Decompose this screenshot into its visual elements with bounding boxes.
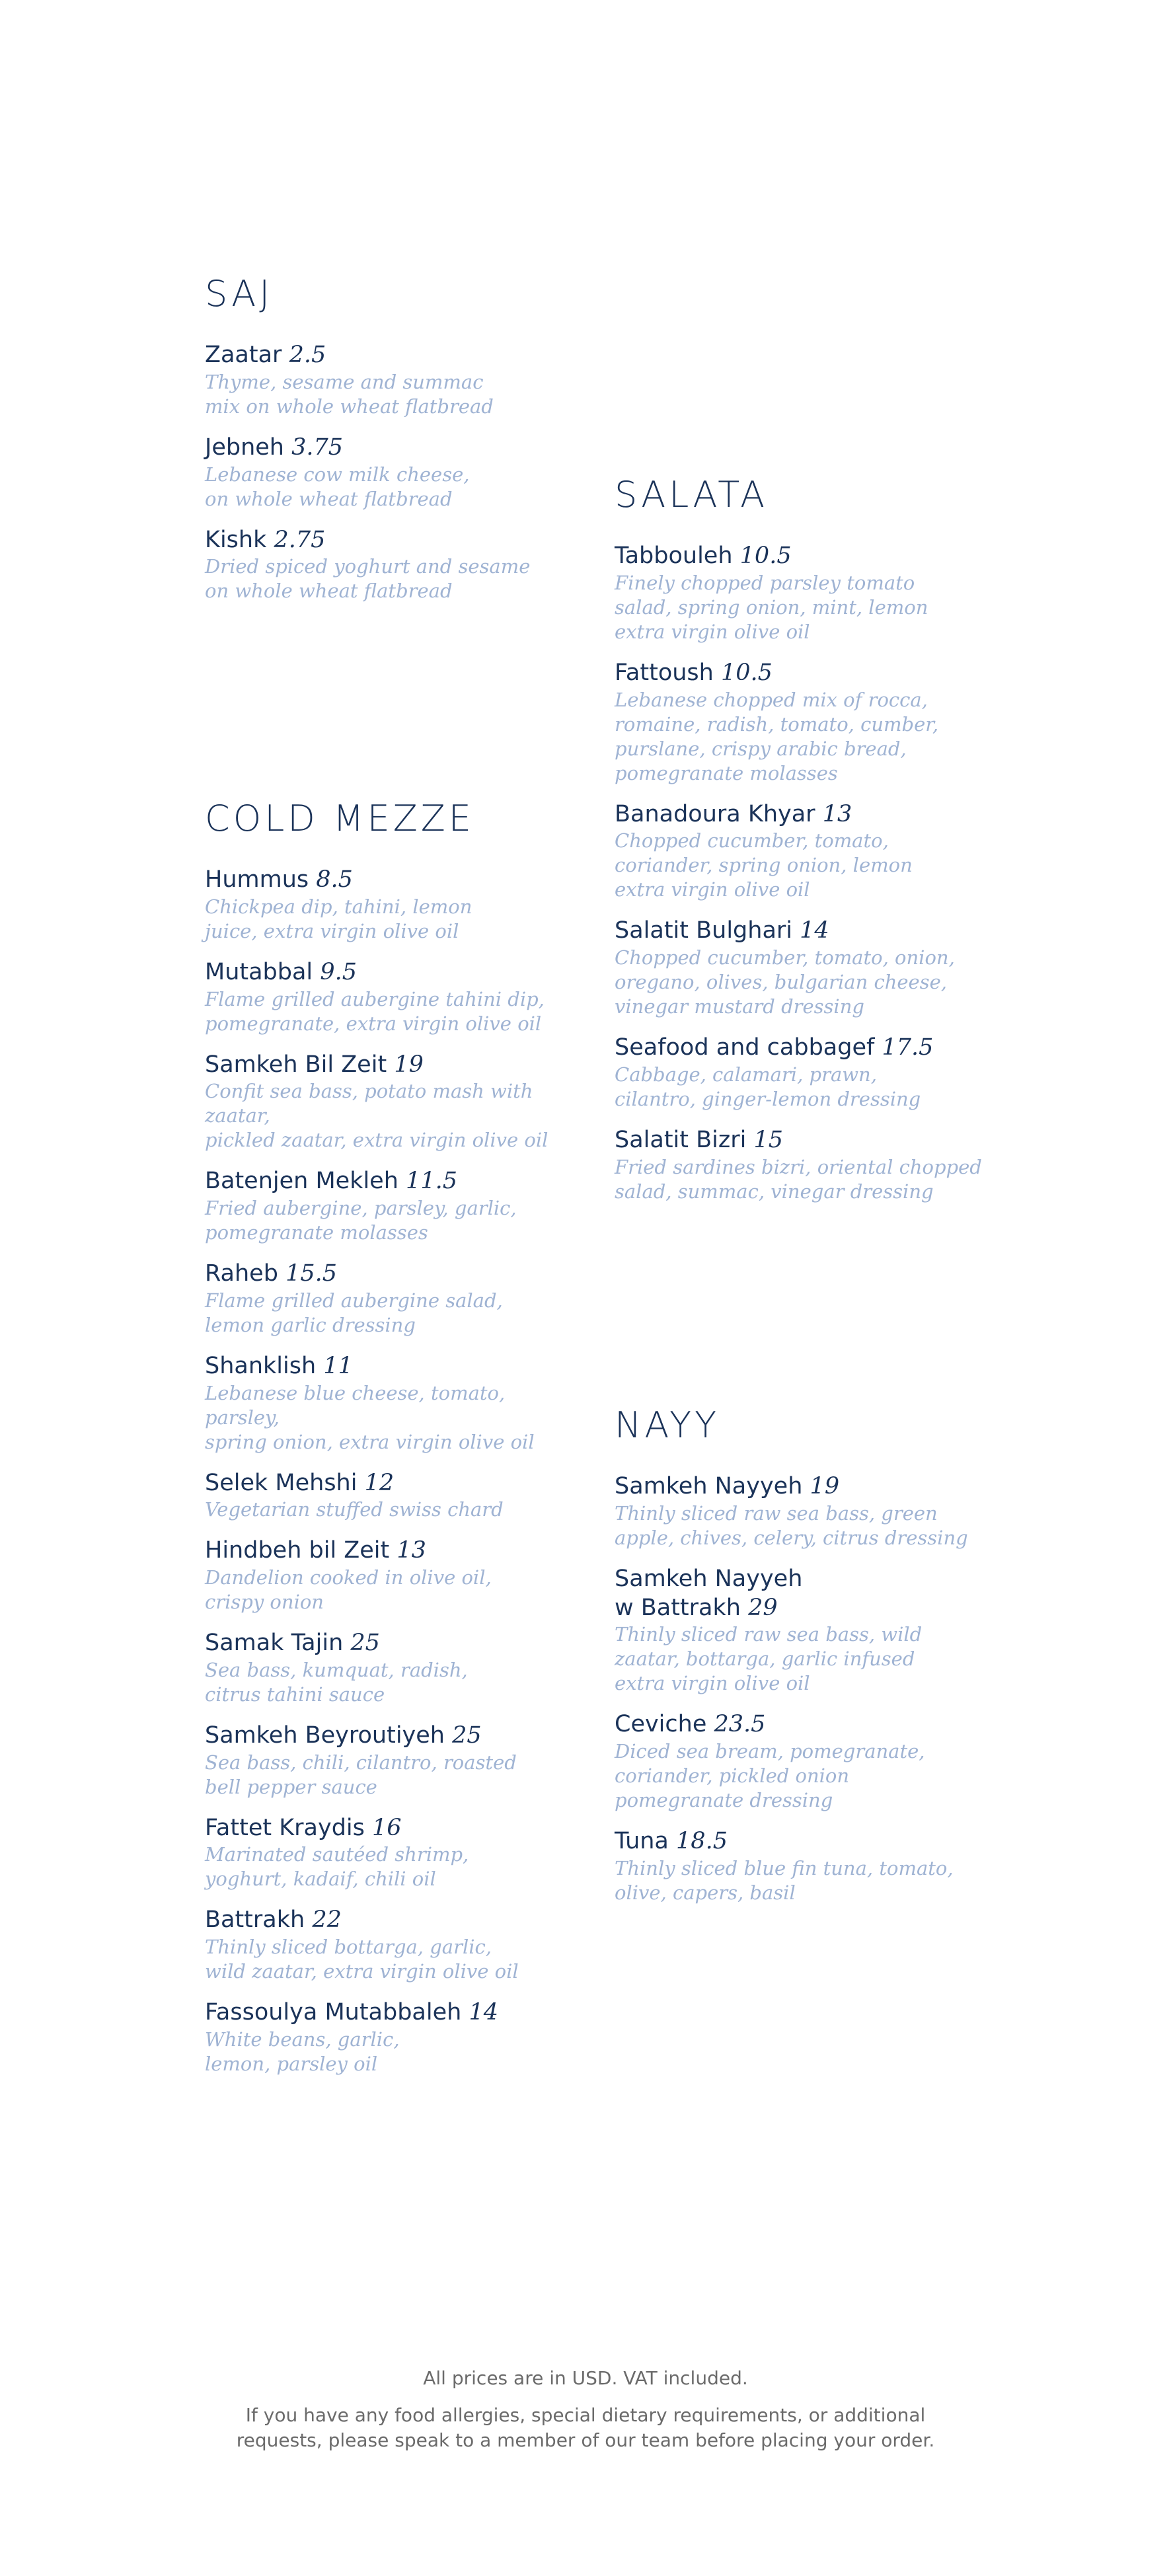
menu-item-price: 17.5 [882, 1034, 934, 1061]
saj-items [205, 341, 575, 603]
menu-item [615, 1034, 985, 1112]
menu-item-name: Tuna [615, 1828, 669, 1854]
menu-item-price: 15.5 [285, 1260, 338, 1287]
menu-item [205, 1998, 575, 2076]
menu-item-price: 16 [372, 1814, 402, 1841]
menu-item [615, 659, 985, 786]
section-cold-mezze [205, 798, 575, 2076]
menu-item-description: Diced sea bream, pomegranate, coriander, pickled onion pomegranate dressing [615, 1740, 925, 1811]
section-title-cold-mezze: COLD MEZZE [205, 798, 474, 839]
menu-item-title [205, 1469, 575, 1498]
menu-item-name: Mutabbal [205, 958, 313, 985]
menu-item-description: Thinly sliced bottarga, garlic, wild zaatar, extra virgin olive oil [205, 1936, 519, 1983]
menu-item-name: Samkeh Nayyeh w Battrakh [615, 1565, 803, 1621]
menu-item-price: 23.5 [714, 1711, 766, 1738]
menu-item-description: Thinly sliced raw sea bass, wild zaatar, bottarga, garlic infused extra virgin olive oil [615, 1623, 923, 1695]
menu-item-price: 25 [452, 1722, 482, 1749]
menu-item-title [205, 1722, 575, 1751]
menu-item-name: Samak Tajin [205, 1630, 344, 1656]
menu-item-name: Tabbouleh [615, 543, 733, 569]
menu-item-description: Thinly sliced raw sea bass, green apple, chives, celery, citrus dressing [615, 1501, 968, 1549]
menu-item-description: Chickpea dip, tahini, lemon juice, extra virgin olive oil [205, 895, 472, 942]
menu-item-price: 22 [312, 1907, 342, 1934]
menu-item-description: Flame grilled aubergine tahini dip, pomegranate, extra virgin olive oil [205, 987, 545, 1035]
menu-item-name: Samkeh Bil Zeit [205, 1051, 387, 1078]
footer-prices-note: All prices are in USD. VAT included. [423, 2367, 748, 2389]
menu-item [205, 1814, 575, 1892]
menu-item-price: 18.5 [676, 1828, 728, 1854]
menu-item-description: Vegetarian stuffed swiss chard [205, 1498, 504, 1521]
menu-item-name: Battrakh [205, 1907, 305, 1934]
menu-item-price: 29 [748, 1594, 778, 1621]
menu-item-name: Samkeh Beyroutiyeh [205, 1722, 445, 1749]
menu-item-description: Chopped cucumber, tomato, coriander, spring onion, lemon extra virgin olive oil [615, 829, 913, 901]
menu-item-price: 2.75 [274, 526, 326, 553]
menu-item-title [205, 341, 575, 370]
menu-item [205, 1629, 575, 1707]
menu-item-price: 2.5 [289, 342, 326, 368]
menu-item-description: Dried spiced yoghurt and sesame on whole wheat flatbread [205, 555, 531, 603]
menu-item-name: Jebneh [205, 434, 284, 461]
menu-item [205, 1051, 575, 1153]
menu-item-title [205, 1352, 575, 1381]
menu-item-description: Flame grilled aubergine salad, lemon garlic dressing [205, 1289, 503, 1336]
menu-item-price: 19 [394, 1051, 424, 1078]
menu-item-name: Seafood and cabbagef [615, 1034, 875, 1061]
menu-item [205, 958, 575, 1036]
menu-item-price: 3.75 [291, 434, 344, 461]
menu-item-description: Confit sea bass, potato mash with zaatar, pickled zaatar, extra virgin olive oil [205, 1080, 548, 1152]
menu-item [615, 1472, 985, 1550]
menu-item-price: 14 [469, 1999, 499, 2026]
menu-item [205, 866, 575, 944]
menu-item-description: Dandelion cooked in olive oil, crispy onion [205, 1566, 492, 1613]
menu-item-price: 11.5 [406, 1168, 457, 1195]
menu-item-description: Chopped cucumber, tomato, onion, oregano, olives, bulgarian cheese, vinegar mustard dressing [615, 946, 955, 1018]
menu-item [615, 1710, 985, 1813]
salata-items [615, 542, 985, 1204]
menu-item-name: Fassoulya Mutabbaleh [205, 1999, 462, 2026]
menu-item-description: Sea bass, chili, cilantro, roasted bell pepper sauce [205, 1751, 517, 1798]
menu-item-price: 13 [397, 1537, 426, 1564]
menu-item-description: Marinated sautéed shrimp, yoghurt, kadaif, chili oil [205, 1843, 469, 1891]
menu-item-description: Fried aubergine, parsley, garlic, pomegranate molasses [205, 1197, 517, 1244]
menu-item-price: 15 [753, 1126, 784, 1153]
section-nayy [615, 1404, 985, 1905]
menu-item [615, 917, 985, 1019]
menu-item [205, 1260, 575, 1338]
menu-item-title [205, 1906, 575, 1935]
menu-item-title [205, 1167, 575, 1196]
menu-item-price: 10.5 [739, 543, 792, 569]
menu-item-title [615, 1827, 985, 1856]
menu-item-name: Shanklish [205, 1352, 317, 1379]
menu-item-name: Ceviche [615, 1711, 707, 1738]
menu-item-price: 14 [800, 917, 829, 944]
menu-item-name: Fattoush [615, 659, 714, 686]
menu-item-description: Cabbage, calamari, prawn, cilantro, ginger-lemon dressing [615, 1063, 921, 1110]
menu-item-name: Raheb [205, 1260, 278, 1287]
menu-item-name: Zaatar [205, 342, 282, 368]
menu-item-title [205, 526, 575, 555]
menu-item [615, 1565, 985, 1696]
menu-item [615, 800, 985, 903]
section-salata [615, 474, 985, 1204]
footer-allergy-note: If you have any food allergies, special dietary requirements, or additional requests, please speak to a member of our team before placing your order. [236, 2404, 935, 2451]
menu-item [615, 1827, 985, 1905]
menu-item-name: Kishk [205, 526, 267, 553]
menu-item-name: Salatit Bizri [615, 1126, 747, 1153]
menu-item [205, 1722, 575, 1799]
menu-item-name: Samkeh Nayyeh [615, 1473, 803, 1499]
menu-item-description: Finely chopped parsley tomato salad, spring onion, mint, lemon extra virgin olive oil [615, 571, 928, 643]
section-title-salata: SALATA [615, 474, 769, 515]
cold-mezze-items [205, 866, 575, 2076]
menu-item-price: 25 [350, 1630, 380, 1656]
menu-item-title [205, 434, 575, 463]
menu-item-title [615, 800, 985, 829]
menu-item-price: 13 [822, 800, 852, 827]
menu-item-name: Batenjen Mekleh [205, 1168, 398, 1195]
menu-item-price: 19 [810, 1473, 840, 1499]
menu-item-title [205, 958, 575, 987]
menu-item-title [615, 1472, 985, 1501]
menu-item [205, 341, 575, 419]
menu-item [205, 1167, 575, 1245]
menu-item-description: Thyme, sesame and summac mix on whole wheat flatbread [205, 370, 494, 418]
menu-item-title [205, 1051, 575, 1080]
menu-item-description: White beans, garlic, lemon, parsley oil [205, 2027, 400, 2075]
menu-item-title [615, 1565, 985, 1623]
menu-item [205, 1469, 575, 1523]
menu-item-price: 12 [364, 1469, 395, 1496]
menu-item-title [205, 866, 575, 895]
menu-item-title [615, 659, 985, 688]
menu-item-description: Lebanese blue cheese, tomato, parsley, spring onion, extra virgin olive oil [205, 1381, 535, 1453]
menu-item-name: Hindbeh bil Zeit [205, 1537, 390, 1564]
menu-item [615, 542, 985, 644]
menu-item-description: Thinly sliced blue fin tuna, tomato, olive, capers, basil [615, 1856, 954, 1904]
menu-item [615, 1126, 985, 1204]
menu-item-description: Lebanese chopped mix of rocca, romaine, radish, tomato, cumber, purslane, crispy arabic bread, pomegranate molasses [615, 688, 939, 784]
section-saj [205, 273, 575, 603]
menu-item-title [205, 1536, 575, 1566]
menu-item-name: Banadoura Khyar [615, 800, 815, 827]
menu-item-title [205, 1998, 575, 2027]
menu-item [205, 1906, 575, 1984]
nayy-items [615, 1472, 985, 1905]
menu-item [205, 434, 575, 511]
menu-item-title [615, 542, 985, 571]
menu-item-title [615, 1126, 985, 1155]
menu-item-description: Lebanese cow milk cheese, on whole wheat flatbread [205, 463, 470, 510]
menu-item-title [205, 1814, 575, 1843]
menu-item-description: Fried sardines bizri, oriental chopped salad, summac, vinegar dressing [615, 1155, 982, 1203]
menu-item-title [615, 1710, 985, 1739]
menu-item [205, 526, 575, 604]
menu-item-name: Hummus [205, 866, 309, 893]
menu-item [205, 1536, 575, 1614]
menu-item-title [615, 917, 985, 946]
section-title-saj: SAJ [205, 273, 274, 315]
menu-item-title [615, 1034, 985, 1063]
menu-item-price: 11 [323, 1352, 353, 1379]
menu-item [205, 1352, 575, 1455]
menu-item-title [205, 1260, 575, 1289]
menu-item-description: Sea bass, kumquat, radish, citrus tahini sauce [205, 1658, 468, 1706]
section-title-nayy: NAYY [615, 1404, 720, 1446]
menu-item-title [205, 1629, 575, 1658]
menu-item-name: Salatit Bulghari [615, 917, 793, 944]
menu-item-name: Selek Mehshi [205, 1469, 358, 1496]
menu-item-name: Fattet Kraydis [205, 1814, 365, 1841]
menu-item-price: 9.5 [320, 958, 357, 985]
menu-item-price: 10.5 [720, 659, 773, 686]
menu-item-price: 8.5 [316, 866, 353, 893]
